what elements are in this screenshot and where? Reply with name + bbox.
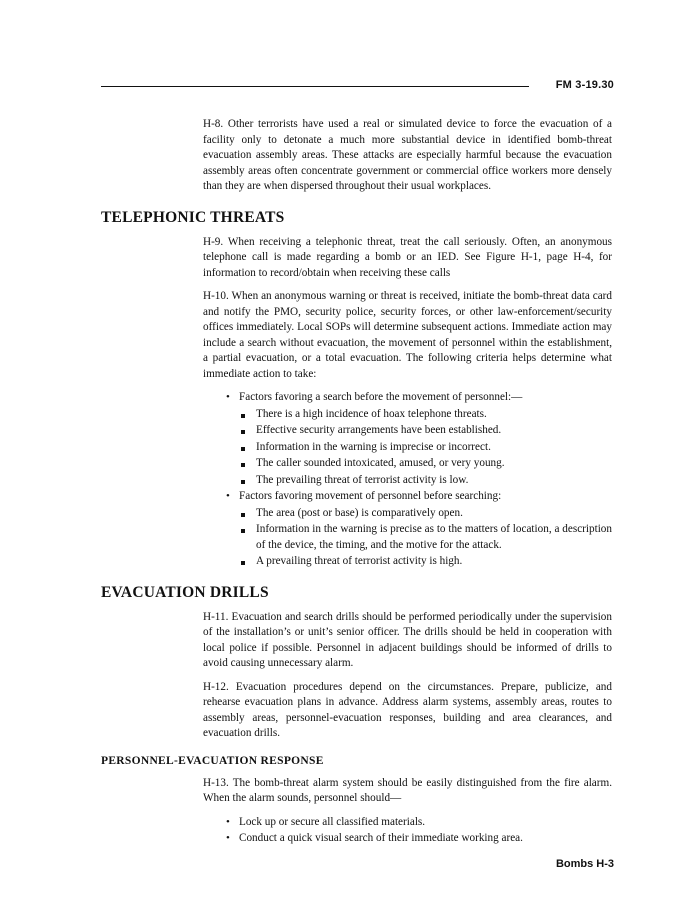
document-id: FM 3-19.30 (555, 79, 614, 91)
paragraph-h12: H-12. Evacuation procedures depend on the circumstances. Prepare, publicize, and rehearse evacuation plans in advance. Address alarm systems, assembly areas, routes to assembly areas, personnel-evacuation responses, building and area clearances, and evacuation drills. (203, 680, 612, 739)
page-footer: Bombs H-3 (555, 858, 614, 870)
list-item: A prevailing threat of terrorist activity is high. (256, 554, 612, 570)
list-item (239, 831, 612, 847)
list-item: The prevailing threat of terrorist activity is low. (256, 473, 612, 489)
heading-telephonic-threats: TELEPHONIC THREATS (101, 208, 285, 226)
list-item: The caller sounded intoxicated, amused, or very young. (256, 456, 612, 472)
heading-personnel-evacuation-response: PERSONNEL-EVACUATION RESPONSE (101, 754, 324, 767)
list-item (239, 815, 612, 831)
heading-evacuation-drills: EVACUATION DRILLS (101, 583, 269, 601)
factors-movement-list (239, 506, 612, 570)
list-item: There is a high incidence of hoax telephone threats. (256, 407, 612, 423)
list-item (239, 489, 612, 570)
factors-search-label: • Factors favoring a search before the movement of personnel:— (239, 391, 522, 403)
factors-search-list (239, 407, 612, 489)
list-item-text: • Lock up or secure all classified materials. (239, 816, 425, 828)
page-content (101, 117, 612, 851)
list-item (239, 390, 612, 488)
paragraph-h8: H-8. Other terrorists have used a real or simulated device to force the evacuation of a facility only to detonate a much more substantial device in identified bomb-threat evacuation assembly areas. These attacks are especially harmful because the evacuation assembly areas often concentrate government or commercial office workers more densely than they are when dispersed throughout their usual workplaces. (203, 118, 612, 192)
paragraph-h9: H-9. When receiving a telephonic threat, treat the call seriously. Often, an anonymous telephone call is made regarding a bomb or an IED. See Figure H-1, page H-4, for information to record/obtain when receiving these calls (203, 235, 612, 279)
list-item: Information in the warning is precise as to the matters of location, a description of the device, the timing, and the motive for the attack. (256, 522, 612, 553)
factors-movement-label: • Factors favoring movement of personnel before searching: (239, 490, 501, 502)
criteria-list (101, 390, 612, 570)
list-item: Effective security arrangements have been established. (256, 423, 612, 439)
paragraph-h11: H-11. Evacuation and search drills should be performed periodically under the supervision of the installation’s or unit’s senior officer. The drills should be held in cooperation with local police if possible. Personnel in adjacent buildings should be informed of drills to avoid causing unnecessary alarm. (203, 610, 612, 669)
header-rule (101, 86, 529, 87)
paragraph-h10: H-10. When an anonymous warning or threat is received, initiate the bomb-threat data card and notify the PMO, security police, security forces, or other law-enforcement/security offices immediately. Local SOPs will determine subsequent actions. Immediate action may include a search without evacuation, the movement of personnel within the establishment, a partial evacuation, or a total evacuation. The following criteria helps determine what immediate action to take: (203, 290, 612, 380)
personnel-actions-list (101, 815, 612, 847)
list-item-text: • Conduct a quick visual search of their immediate working area. (239, 832, 523, 844)
paragraph-h13: H-13. The bomb-threat alarm system should be easily distinguished from the fire alarm. When the alarm sounds, personnel should— (203, 776, 612, 804)
list-item: The area (post or base) is comparatively open. (256, 506, 612, 522)
list-item: Information in the warning is imprecise or incorrect. (256, 440, 612, 456)
